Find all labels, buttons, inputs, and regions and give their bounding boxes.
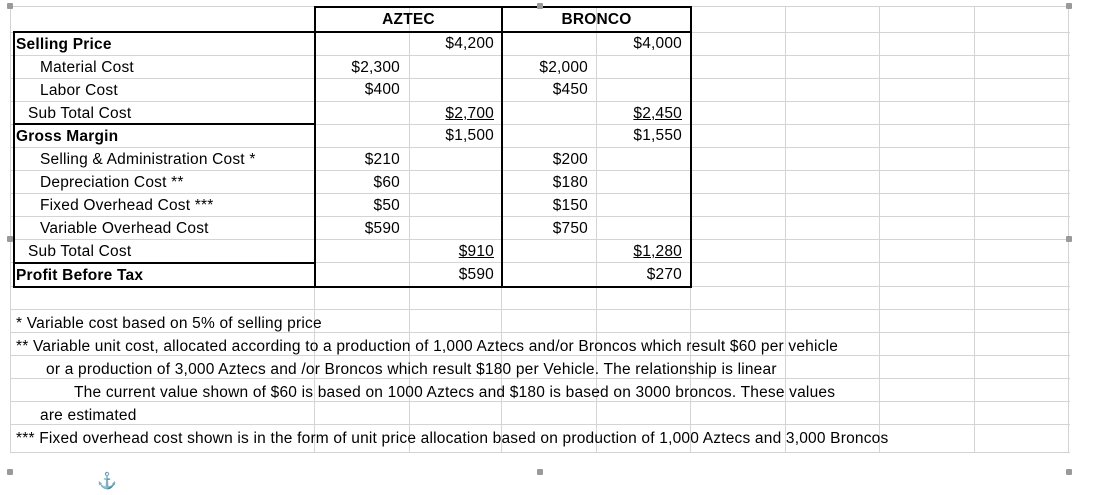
aztec-fixed-overhead-cost[interactable]: $50 xyxy=(373,197,400,214)
aztec-gross-margin[interactable]: $1,500 xyxy=(445,127,494,144)
resize-handle-middle-right[interactable] xyxy=(1066,236,1072,242)
resize-handle-bottom-middle[interactable] xyxy=(537,469,543,475)
aztec-sub-total-cost[interactable]: $2,700 xyxy=(445,105,494,122)
row-label-depreciation-cost[interactable]: Depreciation Cost ** xyxy=(40,174,184,191)
bronco-gross-margin[interactable]: $1,550 xyxy=(633,127,682,144)
bronco-variable-overhead-cost[interactable]: $750 xyxy=(552,220,588,237)
aztec-depreciation-cost[interactable]: $60 xyxy=(373,174,400,191)
bronco-sub-total-cost[interactable]: $2,450 xyxy=(633,105,682,122)
row-label-sub-total-cost-2[interactable]: Sub Total Cost xyxy=(28,243,132,260)
row-label-material-cost[interactable]: Material Cost xyxy=(40,59,134,76)
aztec-sub-total-cost-2[interactable]: $910 xyxy=(458,243,494,260)
row-label-fixed-overhead-cost[interactable]: Fixed Overhead Cost *** xyxy=(40,197,214,214)
column-header-aztec[interactable]: AZTEC xyxy=(382,11,435,28)
resize-handle-middle-left[interactable] xyxy=(7,236,13,242)
footnote-2-line-4[interactable]: are estimated xyxy=(40,407,137,424)
column-header-bronco[interactable]: BRONCO xyxy=(561,11,632,28)
aztec-profit-before-tax[interactable]: $590 xyxy=(458,266,494,283)
bronco-selling-price[interactable]: $4,000 xyxy=(633,35,682,52)
bronco-depreciation-cost[interactable]: $180 xyxy=(552,174,588,191)
bronco-profit-before-tax[interactable]: $270 xyxy=(646,266,682,283)
anchor-icon: ⚓ xyxy=(97,473,117,490)
row-label-variable-overhead-cost[interactable]: Variable Overhead Cost xyxy=(40,220,209,237)
row-label-gross-margin[interactable]: Gross Margin xyxy=(16,128,119,145)
aztec-material-cost[interactable]: $2,300 xyxy=(351,59,400,76)
row-label-selling-price[interactable]: Selling Price xyxy=(16,36,112,53)
footnote-2[interactable]: ** Variable unit cost, allocated according to a production of 1,000 Aztecs and/or Broncos which result $60 per vehicle xyxy=(16,338,839,355)
footnote-3[interactable]: *** Fixed overhead cost shown is in the form of unit price allocation based on production of 1,000 Aztecs and 3,000 Broncos xyxy=(16,430,889,447)
footnote-2-line-3[interactable]: The current value shown of $60 is based on 1000 Aztecs and $180 is based on 3000 broncos. These values xyxy=(74,384,836,401)
row-label-selling-administration-cost[interactable]: Selling & Administration Cost * xyxy=(40,151,256,168)
resize-handle-top-middle[interactable] xyxy=(537,3,543,9)
resize-handle-top-right[interactable] xyxy=(1066,3,1072,9)
aztec-selling-administration-cost[interactable]: $210 xyxy=(364,151,400,168)
resize-handle-bottom-left[interactable] xyxy=(7,469,13,475)
bronco-sub-total-cost-2[interactable]: $1,280 xyxy=(633,243,682,260)
row-label-profit-before-tax[interactable]: Profit Before Tax xyxy=(16,267,144,284)
resize-handle-top-left[interactable] xyxy=(7,3,13,9)
footnote-1[interactable]: * Variable cost based on 5% of selling price xyxy=(16,315,322,332)
aztec-variable-overhead-cost[interactable]: $590 xyxy=(364,220,400,237)
bronco-fixed-overhead-cost[interactable]: $150 xyxy=(552,197,588,214)
footnote-2-line-2[interactable]: or a production of 3,000 Aztecs and /or Broncos which result $180 per Vehicle. The relationship is linear xyxy=(46,361,777,378)
aztec-labor-cost[interactable]: $400 xyxy=(364,81,400,98)
row-label-labor-cost[interactable]: Labor Cost xyxy=(40,82,118,99)
row-label-sub-total-cost[interactable]: Sub Total Cost xyxy=(28,105,132,122)
bronco-labor-cost[interactable]: $450 xyxy=(552,81,588,98)
spreadsheet-grid[interactable] xyxy=(10,6,1070,476)
aztec-selling-price[interactable]: $4,200 xyxy=(445,35,494,52)
bronco-material-cost[interactable]: $2,000 xyxy=(539,59,588,76)
resize-handle-bottom-right[interactable] xyxy=(1066,469,1072,475)
bronco-selling-administration-cost[interactable]: $200 xyxy=(552,151,588,168)
